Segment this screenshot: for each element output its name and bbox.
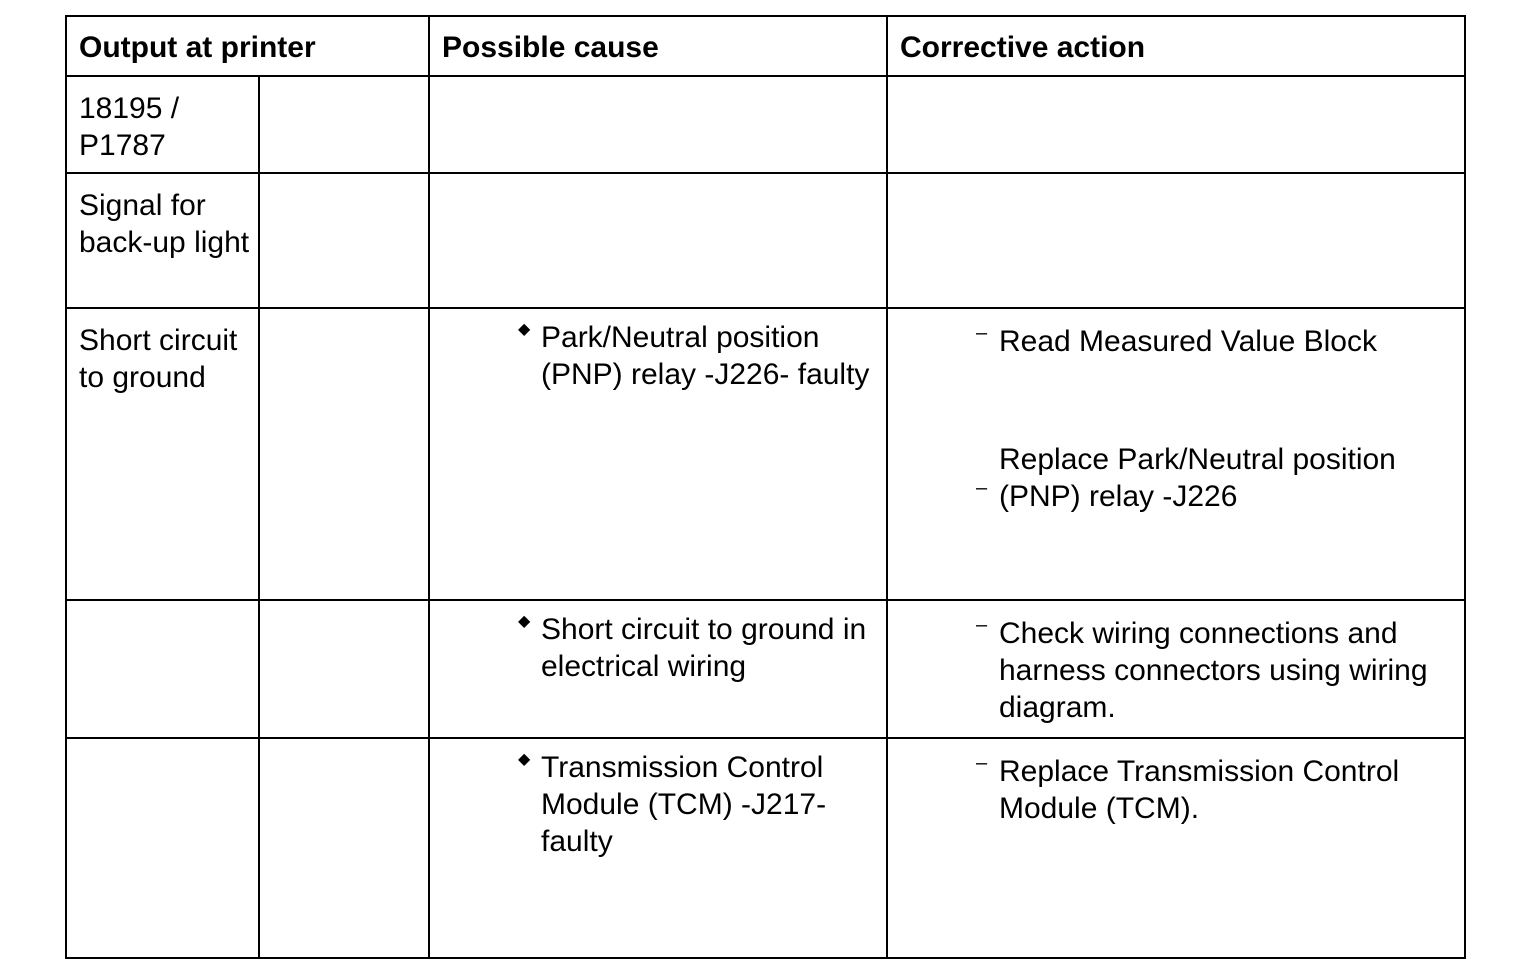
action-text: Check wiring connections and harness connectors using wiring diagram. bbox=[999, 617, 1428, 724]
empty-cell bbox=[259, 76, 429, 173]
empty-cell bbox=[66, 600, 259, 738]
cause-text: Transmission Control Module (TCM) -J217- faulty bbox=[541, 751, 827, 858]
bullet-icon: ◆ bbox=[518, 751, 531, 768]
table-row bbox=[66, 738, 1465, 958]
action-text: Replace Park/Neutral position (PNP) relay -J226 bbox=[999, 443, 1396, 513]
cause-cell bbox=[429, 600, 887, 738]
empty-cell bbox=[429, 173, 887, 308]
empty-cell bbox=[259, 600, 429, 738]
header-corrective-action: Corrective action bbox=[887, 16, 1465, 76]
table-row bbox=[66, 173, 1465, 308]
empty-cell bbox=[259, 308, 429, 600]
dash-icon: – bbox=[976, 614, 988, 636]
bullet-icon: ◆ bbox=[518, 321, 531, 338]
dash-icon: – bbox=[976, 752, 988, 774]
cause-text: Park/Neutral position (PNP) relay -J226- faulty bbox=[541, 321, 870, 391]
empty-cell bbox=[887, 173, 1465, 308]
diagnostic-trouble-code-table bbox=[65, 15, 1466, 959]
output-cell: 18195 / P1787 bbox=[66, 76, 259, 173]
empty-cell bbox=[429, 76, 887, 173]
table-row bbox=[66, 600, 1465, 738]
action-text: Read Measured Value Block bbox=[999, 325, 1377, 358]
output-cell: Short circuit to ground bbox=[66, 308, 259, 600]
table-header-row bbox=[66, 16, 1465, 76]
table-row bbox=[66, 76, 1465, 173]
empty-cell bbox=[259, 738, 429, 958]
dash-icon: – bbox=[976, 322, 988, 344]
cause-cell bbox=[429, 308, 887, 600]
empty-cell bbox=[259, 173, 429, 308]
dash-icon: – bbox=[976, 477, 988, 499]
action-cell bbox=[887, 308, 1465, 600]
cause-text: Short circuit to ground in electrical wiring bbox=[541, 613, 867, 683]
bullet-icon: ◆ bbox=[518, 613, 531, 630]
header-output-at-printer: Output at printer bbox=[66, 16, 429, 76]
table-row bbox=[66, 308, 1465, 600]
header-possible-cause: Possible cause bbox=[429, 16, 887, 76]
cause-cell bbox=[429, 738, 887, 958]
output-cell: Signal for back-up light bbox=[66, 173, 259, 308]
action-cell bbox=[887, 600, 1465, 738]
empty-cell bbox=[66, 738, 259, 958]
action-cell bbox=[887, 738, 1465, 958]
empty-cell bbox=[887, 76, 1465, 173]
action-text: Replace Transmission Control Module (TCM). bbox=[999, 755, 1400, 825]
